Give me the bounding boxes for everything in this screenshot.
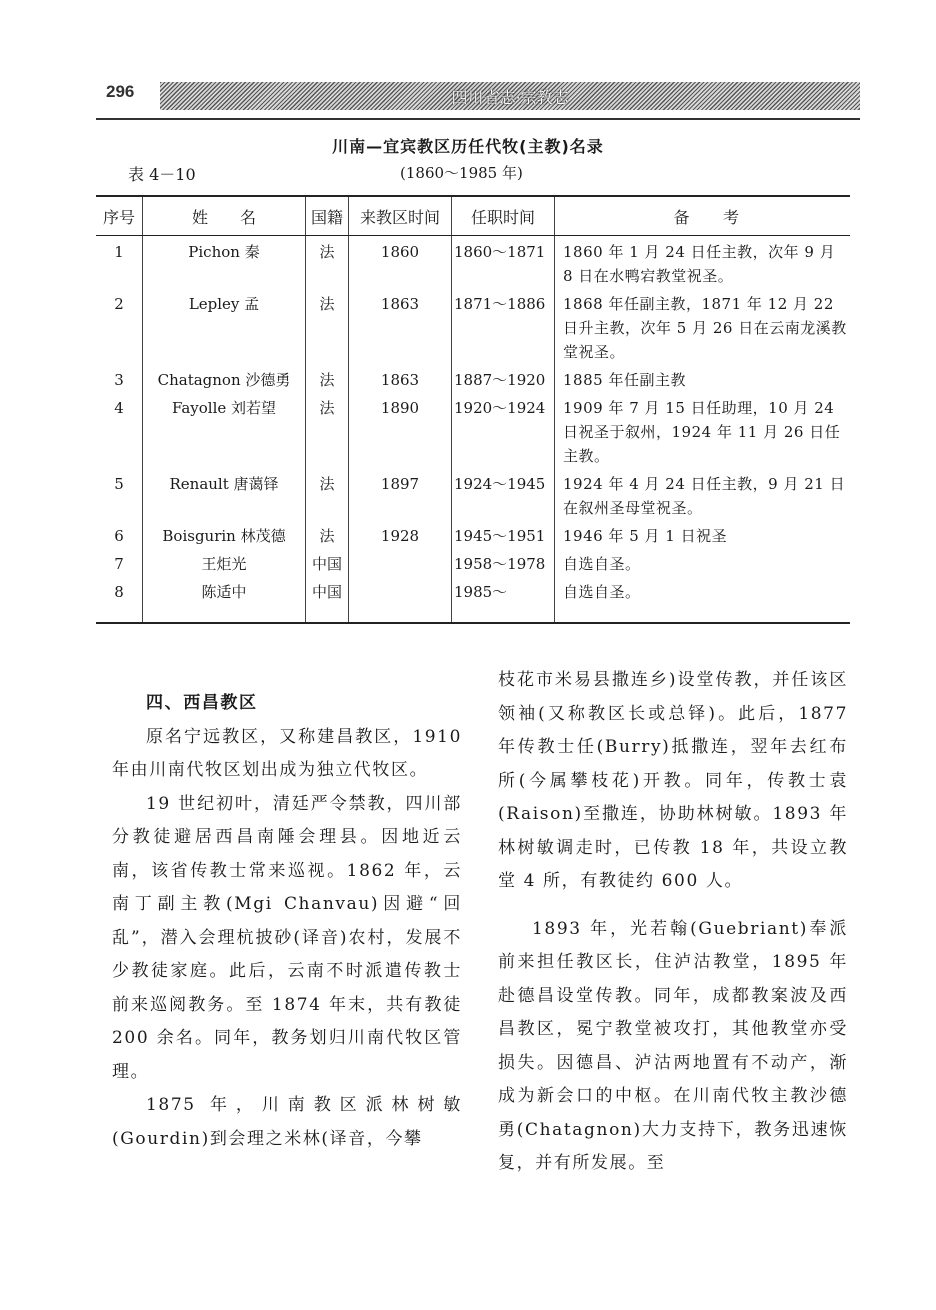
cell-arrival: 1897 xyxy=(349,468,452,520)
cell-term: 1871～1886 xyxy=(452,288,555,364)
cell-note: 自选自圣。 xyxy=(555,576,851,623)
cell-term: 1985～ xyxy=(452,576,555,623)
col-header-seq: 序号 xyxy=(96,196,143,236)
table-row xyxy=(96,364,850,392)
cell-nationality: 中国 xyxy=(306,548,349,576)
cell-nationality: 法 xyxy=(306,364,349,392)
paragraph: 1893 年，光若翰(Guebriant)奉派前来担任教区长，住泸沽教堂，1895 年赴德昌设堂传教。同年，成都教案波及西昌教区，冕宁教堂被攻打，其他教堂亦受损失。因德昌、泸沽两地置有不动产，渐成为新会口的中枢。在川南代牧主教沙德勇(Chatagnon)大力支持下，教务迅速恢复，并有所发展。至 xyxy=(498,918,848,1173)
table-row xyxy=(96,236,850,289)
cell-seq: 8 xyxy=(96,576,143,623)
cell-seq: 6 xyxy=(114,527,124,545)
col-header-nationality: 国籍 xyxy=(306,196,349,236)
cell-seq: 4 xyxy=(114,399,124,417)
cell-note: 1885 年任副主教 xyxy=(555,364,851,392)
table-id: 表 4－10 xyxy=(128,165,196,184)
cell-nationality: 中国 xyxy=(306,576,349,623)
cell-note: 1946 年 5 月 1 日祝圣 xyxy=(555,520,851,548)
cell-name: Boisgurin 林茂德 xyxy=(143,520,306,548)
table-row xyxy=(96,576,850,623)
section-heading: 四、西昌教区 xyxy=(146,693,258,713)
cell-note: 1924 年 4 月 24 日任主教，9 月 21 日在叙州圣母堂祝圣。 xyxy=(555,468,851,520)
cell-arrival xyxy=(349,548,452,576)
table-row xyxy=(96,548,850,576)
cell-arrival: 1860 xyxy=(349,236,452,289)
cell-name: Pichon 秦 xyxy=(143,236,306,289)
col-header-note: 备 考 xyxy=(555,196,851,236)
table-date-range: (1860～1985 年) xyxy=(400,164,523,182)
cell-name: Renault 唐蔼铎 xyxy=(143,468,306,520)
cell-arrival: 1863 xyxy=(349,364,452,392)
table-row xyxy=(96,392,850,468)
cell-term: 1887～1920 xyxy=(452,364,555,392)
right-text-column xyxy=(498,664,848,1181)
table-header-row xyxy=(96,196,850,236)
cell-arrival: 1863 xyxy=(349,288,452,364)
running-title-banner xyxy=(160,82,860,110)
table-row xyxy=(96,288,850,364)
paragraph: 原名宁远教区，又称建昌教区，1910 年由川南代牧区划出成为独立代牧区。 xyxy=(112,726,462,780)
cell-term: 1920～1924 xyxy=(452,392,555,468)
cell-arrival: 1890 xyxy=(349,392,452,468)
running-title: 四川省志·宗教志 xyxy=(451,88,569,107)
vicar-roster-table xyxy=(96,195,850,624)
page-header xyxy=(96,76,860,116)
cell-name: 陈适中 xyxy=(143,576,306,623)
paragraph: 枝花市米易县撒连乡)设堂传教，并任该区领袖(又称教区长或总铎)。此后，1877 年传教士任(Burry)抵撒连，翌年去红布所(今属攀枝花)开教。同年，传教士袁(Raison)至撒连，协助林树敏。1893 年林树敏调走时，已传教 18 年，共设立教堂 4 所，有教徒约 600 人。 xyxy=(498,670,848,891)
cell-name: Fayolle 刘若望 xyxy=(143,392,306,468)
cell-term: 1945～1951 xyxy=(452,520,555,548)
cell-nationality: 法 xyxy=(306,392,349,468)
cell-seq: 1 xyxy=(114,243,124,261)
table-title: 川南—宜宾教区历任代牧(主教)名录 xyxy=(332,137,604,156)
cell-name: 王炬光 xyxy=(143,548,306,576)
cell-seq: 7 xyxy=(114,555,124,573)
col-header-name: 姓 名 xyxy=(143,196,306,236)
cell-nationality: 法 xyxy=(306,288,349,364)
cell-seq: 2 xyxy=(114,295,124,313)
paragraph: 19 世纪初叶，清廷严令禁教，四川部分教徒避居西昌南陲会理县。因地近云南，该省传教士常来巡视。1862 年，云南丁副主教(Mgi Chanvau)因避“回乱”，潜入会理杭披砂(译音)农村，发展不少教徒家庭。此后，云南不时派遣传教士前来巡阅教务。至 1874 年末，共有教徒 200 余名。同年，教务划归川南代牧区管理。 xyxy=(112,793,462,1082)
col-header-arrival: 来教区时间 xyxy=(349,196,452,236)
cell-nationality: 法 xyxy=(306,468,349,520)
paragraph: 1875 年，川南教区派林树敏(Gourdin)到会理之米林(译音，今攀 xyxy=(112,1095,462,1149)
cell-nationality: 法 xyxy=(306,520,349,548)
cell-name: Chatagnon 沙德勇 xyxy=(143,364,306,392)
cell-note: 1868 年任副主教，1871 年 12 月 22 日升主教，次年 5 月 26 日在云南龙溪教堂祝圣。 xyxy=(555,288,851,364)
page-number: 296 xyxy=(106,82,135,101)
cell-name: Lepley 孟 xyxy=(143,288,306,364)
table-row xyxy=(96,468,850,520)
cell-arrival xyxy=(349,576,452,623)
cell-arrival: 1928 xyxy=(349,520,452,548)
header-rule xyxy=(96,118,860,120)
col-header-term: 任职时间 xyxy=(452,196,555,236)
cell-seq: 5 xyxy=(114,475,124,493)
cell-nationality: 法 xyxy=(306,236,349,289)
cell-seq: 3 xyxy=(114,371,124,389)
cell-term: 1924～1945 xyxy=(452,468,555,520)
table-row xyxy=(96,520,850,548)
cell-note: 1860 年 1 月 24 日任主教，次年 9 月 8 日在水鸭宕教堂祝圣。 xyxy=(555,236,851,289)
cell-note: 自选自圣。 xyxy=(555,548,851,576)
left-text-column xyxy=(112,664,462,1156)
cell-term: 1958～1978 xyxy=(452,548,555,576)
cell-term: 1860～1871 xyxy=(452,236,555,289)
cell-note: 1909 年 7 月 15 日任助理，10 月 24 日祝圣于叙州，1924 年 11 月 26 日任主教。 xyxy=(555,392,851,468)
